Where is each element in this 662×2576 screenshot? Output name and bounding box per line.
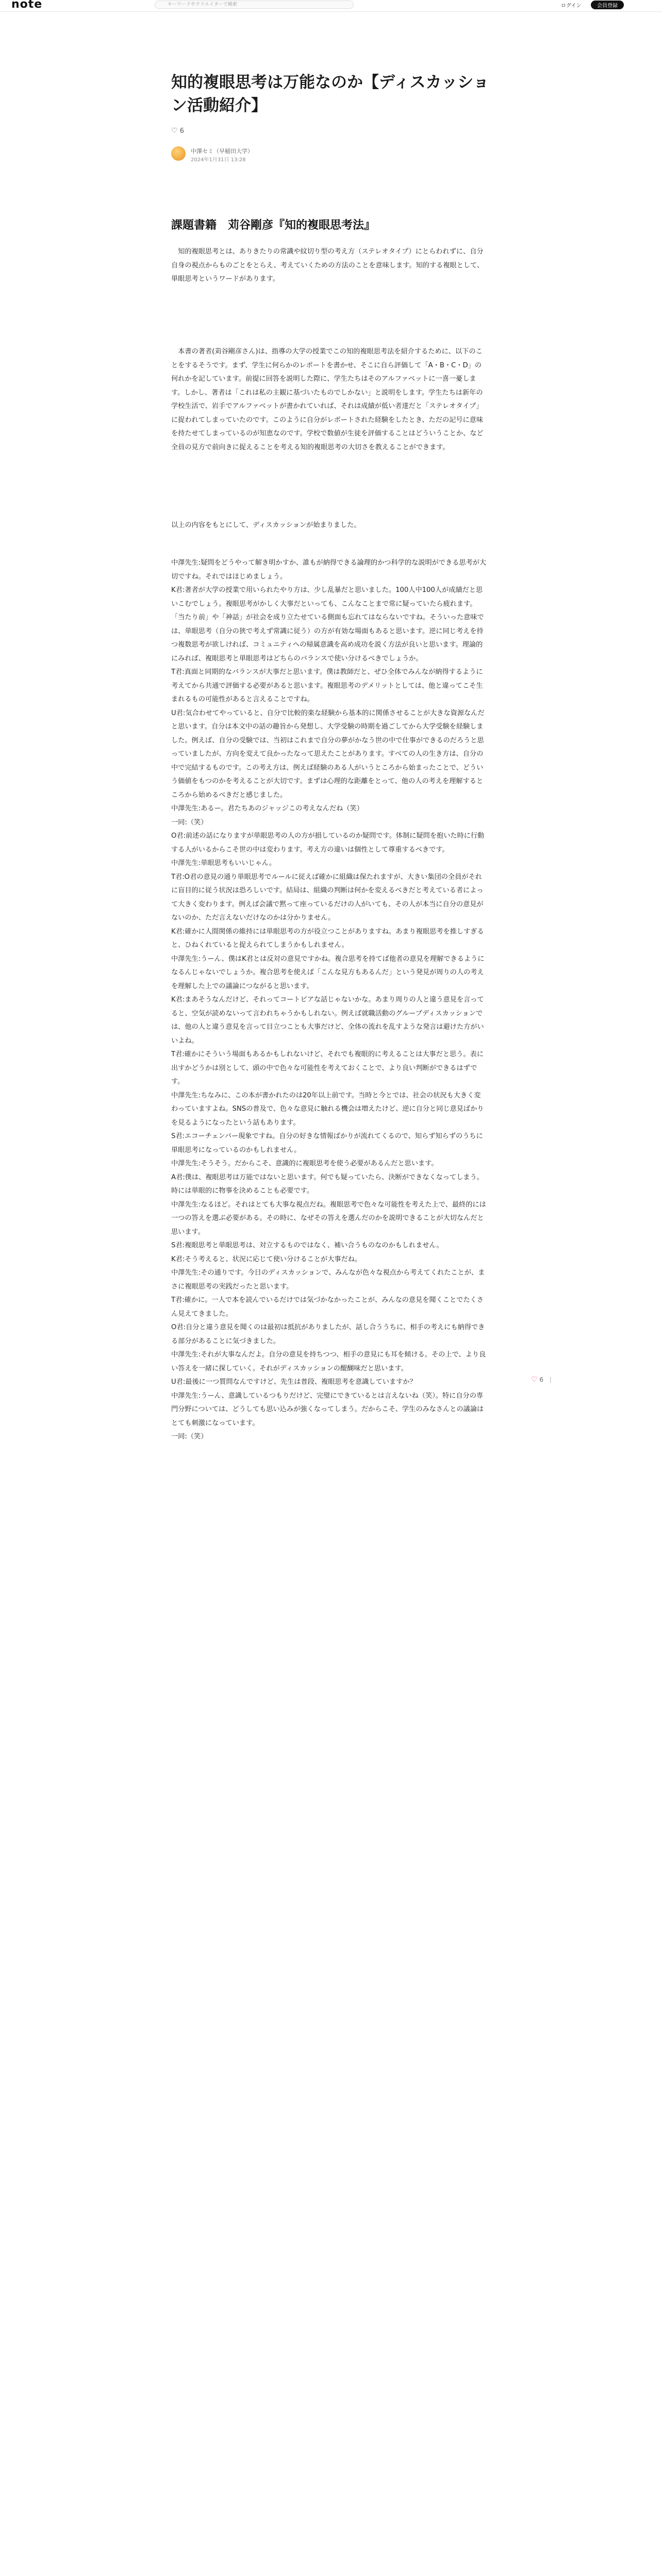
like-counter[interactable]: [171, 127, 184, 135]
heart-icon[interactable]: ♡: [171, 127, 178, 135]
author-name[interactable]: 中澤セミ（早稲田大学）: [191, 148, 253, 155]
search-input[interactable]: キーワードやクリエイターで検索: [155, 1, 354, 9]
paragraph-background: 本書の著者(苅谷剛彦さん)は、指導の大学の授業でこの知的複眼思考法を紹介するために、以下のことをするそうです。まず、学生に何らかのレポートを書かせ、そこに自ら評価して「A・B・C・D」の何れかを記しています。前提に回答を説明した際に、学生たちはそのアルファベットに一喜一憂します。しかし、著者は「これは私の主観に基づいたものでしかない」と説明をします。学生たちは新年の学校生活で、岩手でアルファベットが書かれていれば、それは成績が低い者達だと「ステレオタイプ」に捉われてしまっていたのです。このように自分がレポートされた経験をしたとき、ただの記号に意味を持たせてしまっているのが知恵なのです。学校で数値が生徒を評価することはどういうことか、など全員の見方で前向きに捉えることを考える知的複眼思考の大切さを教えることができます。: [171, 348, 484, 451]
login-button[interactable]: ログイン: [561, 3, 582, 9]
section-heading: 課題書籍 苅谷剛彦『知的複眼思考法』: [171, 219, 376, 232]
paragraph-transition: 以上の内容をもとにして、ディスカッションが始まりました。: [171, 521, 361, 529]
share-icon[interactable]: ⋮: [547, 1376, 554, 1383]
signup-button[interactable]: 会員登録: [591, 1, 624, 9]
side-like-count: 6: [539, 1376, 544, 1383]
like-count: 6: [179, 127, 184, 135]
discussion-transcript: 中澤先生:疑問をどうやって解き明かすか、誰もが納得できる論理的かつ科学的な説明ができる思考が大切ですね。それではほじめましょう。 K君:著者が大学の授業で用いられたやり方は、少し乱暴だと思いました。100人中100人が成績だと思いこむでしょう。複眼思考がかしく大事だといっても、こんなことまで常に疑っていたら疲れます。「当たり前」や「神話」が社会を成り立たせている側面も忘れてはならないですね。そういった意味では、単眼思考（自分の狭で考えず常識に従う）の方が有効な場面もあると思います。逆に同じ考えを持つ複数思考が欲しければ、コミュニティへの帰属意識を高め成功を説く方法が良いと思います。理論的にみれば、複眼思考と単眼思考はどちらのバランスで使い分けるべきでしょうか。 T君:真面と同期的なバランスが大事だと思います。僕は教師だと、ぜひ全体でみんなが納得するように考えてから共通で評価する必要があると思います。複眼思考のデメリットとしては、他と違ってこそ生まれるもの可能性があると言えることですね。 U君:気合わせてやっていると、自分で比較的楽な経験から基本的に関係させることが大きな資源なんだと思います。自分は本文中の話の趣旨から発想し、大学受験の時期を過ごしてから大学受験を経験しました。例えば、自分の受験では、当初はこれまで自分の夢がかなう世の中で仕事ができるのだろうと思っていましたが、方向を変えて良かったなって思えたことがあります。すべての人の生き方は、自分の中で完結するものです。この考え方は、例えば経験のある人がいうところから始まったことで、どういう価値をもつのかを考えることが大切です。まずは心理的な距離をとって、他の人の考えを理解するところから始めるべきだと感じました。 中澤先生:あるー。君たちあのジャッジこの考えなんだね（笑） 一同:（笑） O君:前述の話になりますが単眼思考の人の方が損しているのか疑問です。体制に疑問を抱いた時に行動する人がいるからこそ世の中は変わります。考え方の違いは個性として尊重するべきです。 中澤先生:単眼思考もいいじゃん。 T君:O君の意見の通り単眼思考でルールに従えば確かに組織は保たれますが、大きい集団の全員がそれに盲目的に従う状況は恐ろしいです。結局は、組織の判断は何かを変えるべきだと考えている者によって大きく変わります。例えば会議で黙って座っているだけの人がいても、その人が本当に自分の意見がないのか、ただ言えないだけなのかは分かりません。 K君:確かに人間関係の維持には単眼思考の方が役立つことがありますね。あまり複眼思考を推しすぎると、ひねくれていると捉えられてしまうかもしれません。 中澤先生:うーん、僕はK君とは反対の意見ですかね。複合思考を持てば他者の意見を理解できるようになるんじゃないでしょうか。複合思考を使えば「こんな見方もあるんだ」という発見が周りの人の考えを理解した上での議論につながると思います。 K君:まあそうなんだけど、それってコートビアな話じゃないかな。あまり周りの人と違う意見を言ってると、空気が読めないって言われちゃうかもしれない。例えば就職活動のグループディスカッションでは、他の人と違う意見を言って目立つことも大事だけど、全体の流れを乱すような発言は避けた方がいいよね。 T君:確かにそういう場面もあるかもしれないけど、それでも複眼的に考えることは大事だと思う。表に出すかどうかは別として、頭の中で色々な可能性を考えておくことで、より良い判断ができるはずです。 中澤先生:ちなみに、この本が書かれたのは20年以上前です。当時と今とでは、社会の状況も大きく変わっていますよね。SNSの普及で、色々な意見に触れる機会は増えたけど、逆に自分と同じ意見ばかりを見るようになったという話もあります。 S君:エコーチェンバー現象ですね。自分の好きな情報ばかりが流れてくるので、知らず知らずのうちに単眼思考になっているのかもしれません。 中澤先生:そうそう。だからこそ、意識的に複眼思考を使う必要があるんだと思います。 A君:僕は、複眼思考は万能ではないと思います。何でも疑っていたら、決断ができなくなってしまう。時には単眼的に物事を決めることも必要です。 中澤先生:なるほど。それはとても大事な視点だね。複眼思考で色々な可能性を考えた上で、最終的には一つの答えを選ぶ必要がある。その時に、なぜその答えを選んだのかを説明できることが大切なんだと思います。 S君:複眼思考と単眼思考は、対立するものではなく、補い合うものなのかもしれません。 K君:そう考えると、状況に応じて使い分けることが大事だね。 中澤先生:その通りです。今日のディスカッションで、みんなが色々な視点から考えてくれたことが、まさに複眼思考の実践だったと思います。 T君:確かに。一人で本を読んでいるだけでは気づかなかったことが、みんなの意見を聞くことでたくさん見えてきました。 O君:自分と違う意見を聞くのは最初は抵抗がありましたが、話し合ううちに、相手の考えにも納得できる部分があることに気づきました。 中澤先生:それが大事なんだよ。自分の意見を持ちつつ、相手の意見にも耳を傾ける。その上で、より良い答えを一緒に探していく。それがディスカッションの醍醐味だと思います。 U君:最後に一つ質問なんですけど、先生は普段、複眼思考を意識していますか？ 中澤先生:うーん、意識しているつもりだけど、完璧にできているとは言えないね（笑）。特に自分の専門分野については、どうしても思い込みが強くなってしまう。だからこそ、学生のみなさんとの議論はとても刺激になっています。 一同:（笑）: [171, 559, 487, 1440]
paragraph-intro: 知的複眼思考とは、ありきたりの常識や紋切り型の考え方（ステレオタイプ）にとらわれずに、自分自身の視点からものごとをとらえ、考えていくための方法のことを意味します。知的する複眼として、単眼思考というワードがあります。: [171, 248, 484, 283]
publish-date: 2024年1月31日 13:28: [191, 157, 246, 163]
logo[interactable]: note: [11, 0, 43, 11]
top-bar: [0, 0, 662, 12]
side-heart-icon[interactable]: ♡: [531, 1376, 538, 1384]
side-action-bar: [531, 1376, 554, 1384]
avatar[interactable]: [171, 146, 186, 161]
article-title: 知的複眼思考は万能なのか【ディスカッション活動紹介】: [171, 73, 489, 115]
